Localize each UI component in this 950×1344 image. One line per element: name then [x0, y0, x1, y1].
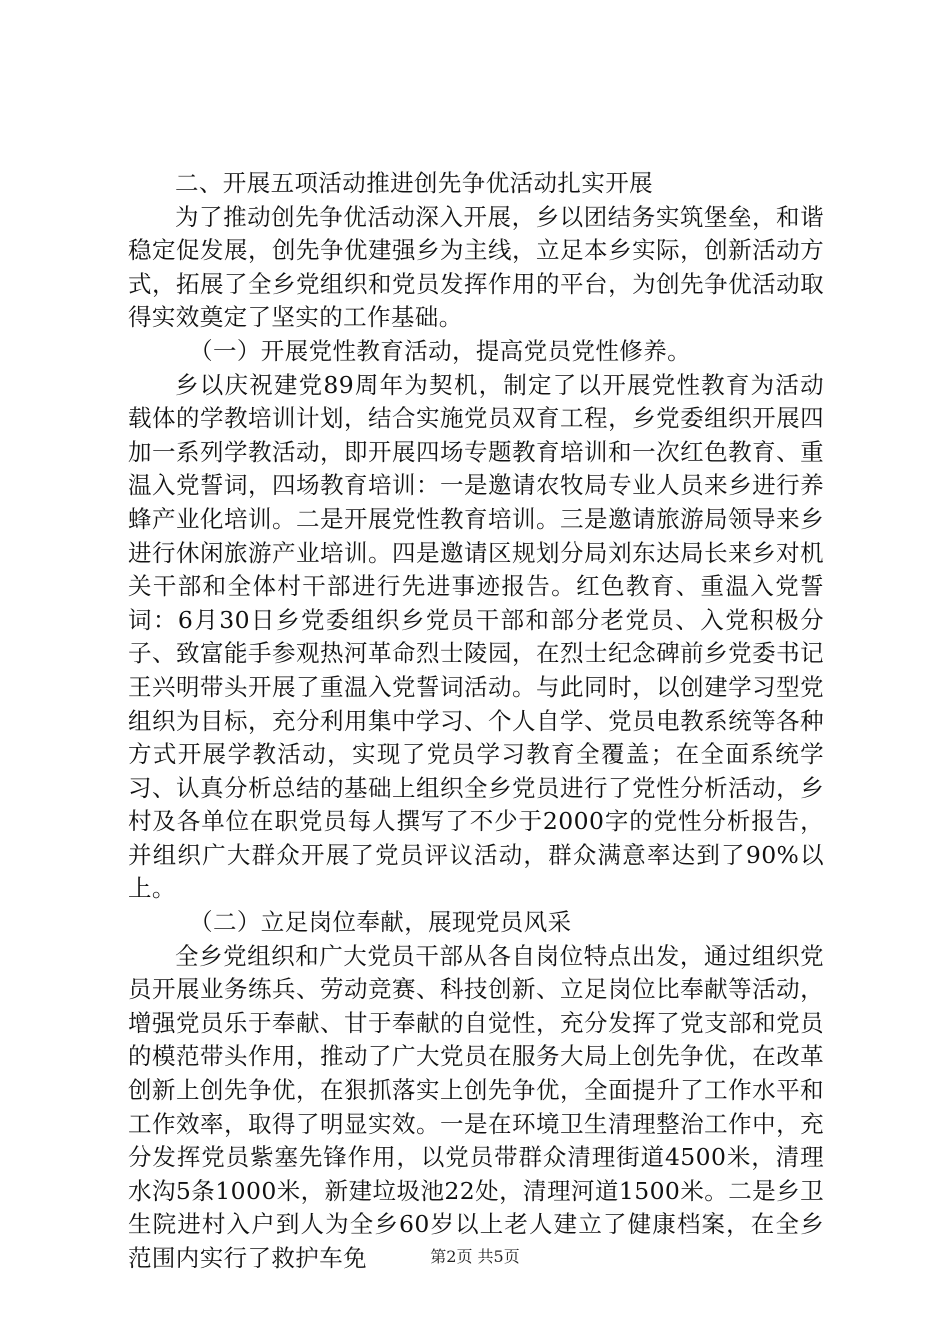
- subsection-heading-1: （一）开展党性教育活动，提高党员党性修养。: [189, 336, 691, 365]
- document-body: [128, 167, 824, 1276]
- education-paragraph: 乡以庆祝建党89周年为契机，制定了以开展党性教育为活动载体的学教培训计划，结合实施党员双育工程，乡党委组织开展四加一系列学教活动，即开展四场专题教育培训和一次红色教育、重温入党誓词，四场教育培训：一是邀请农牧局专业人员来乡进行养蜂产业化培训。二是开展党性教育培训。三是邀请旅游局领导来乡进行休闲旅游产业培训。四是邀请区规划分局刘东达局长来乡对机关干部和全体村干部进行先进事迹报告。红色教育、重温入党誓词：6月30日乡党委组织乡党员干部和部分老党员、入党积极分子、致富能手参观热河革命烈士陵园，在烈士纪念碑前乡党委书记王兴明带头开展了重温入党誓词活动。与此同时，以创建学习型党组织为目标，充分利用集中学习、个人自学、党员电教系统等各种方式开展学教活动，实现了党员学习教育全覆盖；在全面系统学习、认真分析总结的基础上组织全乡党员进行了党性分析活动，乡村及各单位在职党员每人撰写了不少于2000字的党性分析报告，并组织广大群众开展了党员评议活动，群众满意率达到了90%以上。: [128, 370, 824, 903]
- page-footer: 第2页 共5页: [430, 1247, 520, 1266]
- subsection-heading-2: （二）立足岗位奉献，展现党员风采: [189, 908, 572, 937]
- dedication-paragraph: 全乡党组织和广大党员干部从各自岗位特点出发，通过组织党员开展业务练兵、劳动竞赛、科技创新、立足岗位比奉献等活动，增强党员乐于奉献、甘于奉献的自觉性，充分发挥了党支部和党员的模范带头作用，推动了广大党员在服务大局上创先争优，在改革创新上创先争优，在狠抓落实上创先争优，全面提升了工作水平和工作效率，取得了明显实效。一是在环境卫生清理整治工作中，充分发挥党员紫塞先锋作用，以党员带群众清理街道4500米，清理水沟5条1000米，新建垃圾池22处，清理河道1500米。二是乡卫生院进村入户到人为全乡60岁以上老人建立了健康档案，在全乡范围内实行了救护车免: [128, 941, 824, 1272]
- intro-paragraph: 为了推动创先争优活动深入开展，乡以团结务实筑堡垒，和谐稳定促发展，创先争优建强乡为主线，立足本乡实际，创新活动方式，拓展了全乡党组织和党员发挥作用的平台，为创先争优活动取得实效奠定了坚实的工作基础。: [128, 202, 824, 332]
- section-heading: 二、开展五项活动推进创先争优活动扎实开展: [175, 169, 653, 197]
